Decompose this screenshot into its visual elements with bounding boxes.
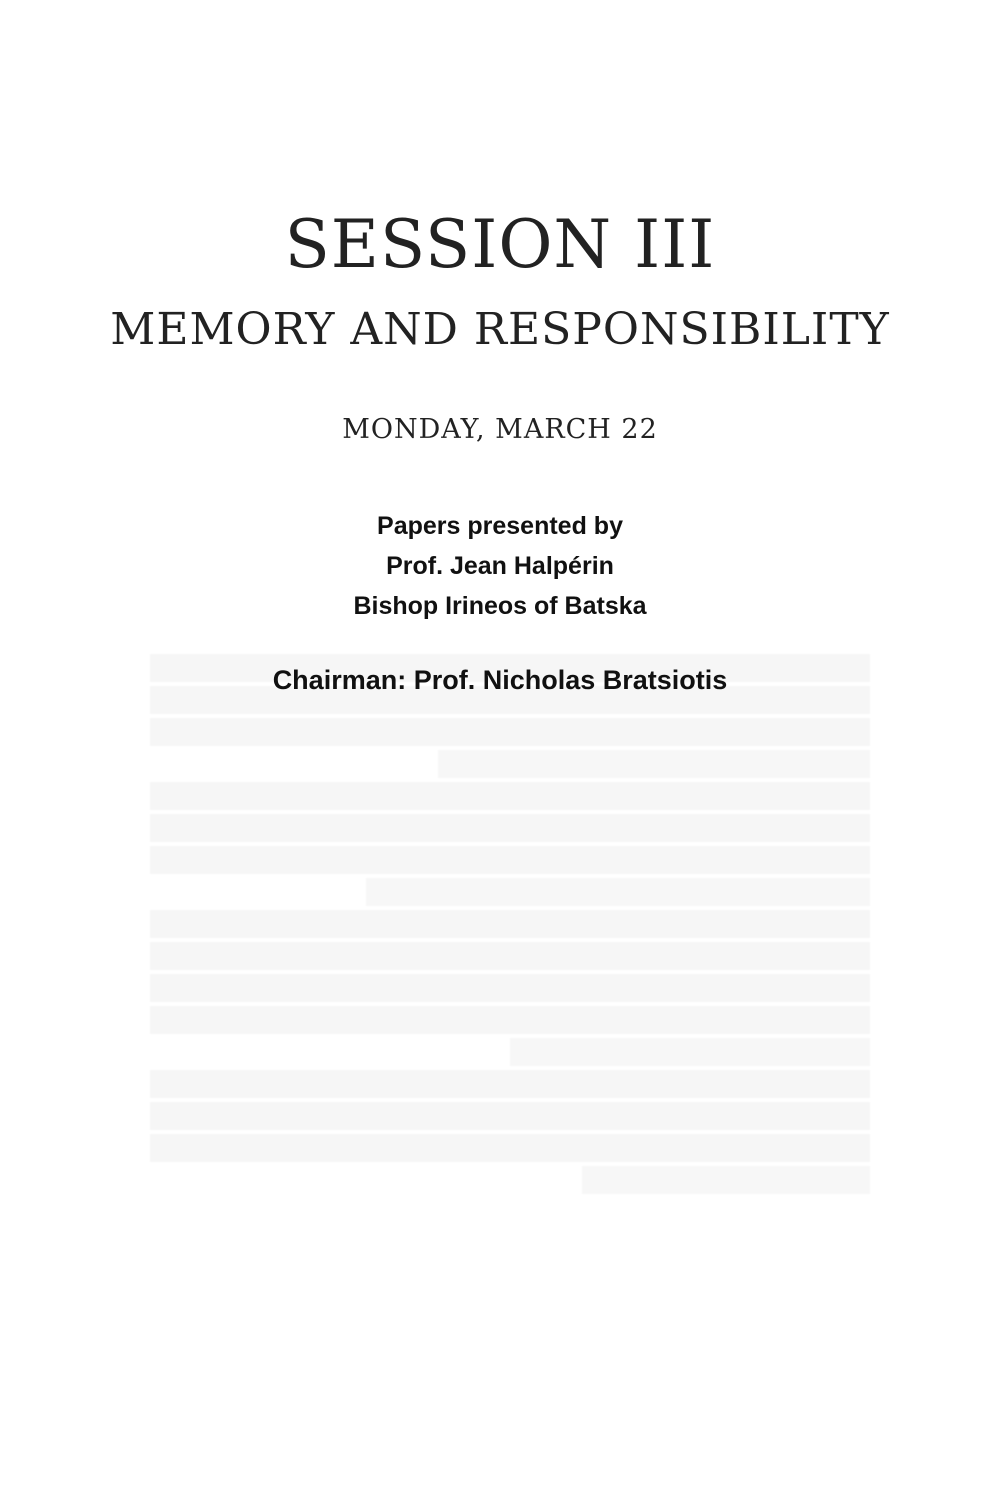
presenter-name: Prof. Jean Halpérin	[386, 552, 614, 580]
session-subtitle: MEMORY AND RESPONSIBILITY	[110, 304, 890, 355]
chairman-line: Chairman: Prof. Nicholas Bratsiotis	[272, 665, 728, 695]
session-date: MONDAY, MARCH 22	[342, 414, 658, 445]
bleed-through-text	[150, 650, 870, 1198]
presenter-name: Bishop Irineos of Batska	[353, 592, 647, 620]
papers-block	[0, 506, 1000, 626]
bleed-through-heading	[160, 110, 860, 172]
session-title: SESSION III	[284, 206, 716, 283]
papers-intro: Papers presented by	[377, 512, 623, 540]
